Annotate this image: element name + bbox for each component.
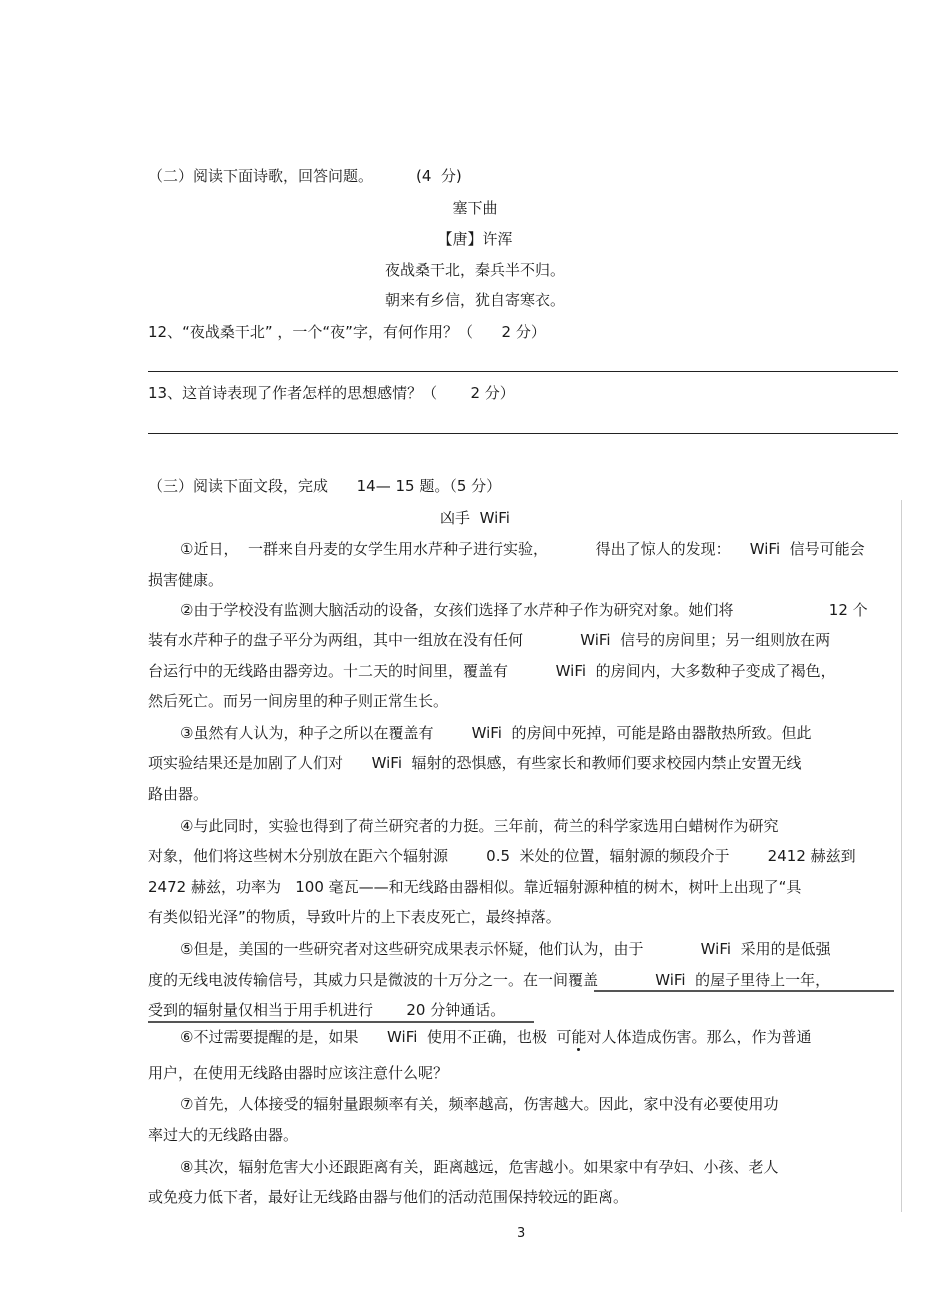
poem-author: 【唐】许浑 bbox=[437, 230, 513, 248]
article-line: ⑧其次，辐射危害大小还跟距离有关，距离越远，危害越小。如果家中有孕妇、小孩、老人 bbox=[180, 1158, 779, 1176]
article-line: ①近日， 一群来自丹麦的女学生用水芹种子进行实验， 得出了惊人的发现： WiFi 信号可能会 bbox=[180, 540, 865, 558]
article-line: ⑦首先，人体接受的辐射量跟频率有关，频率越高，伤害越大。因此，家中没有必要使用功 bbox=[180, 1095, 779, 1113]
article-line: 项实验结果还是加剧了人们对 WiFi 辐射的恐惧感，有些家长和教师们要求校园内禁止安置无线 bbox=[148, 754, 802, 772]
section-2-heading: （二）阅读下面诗歌，回答问题。 bbox=[148, 167, 374, 185]
article-line: 损害健康。 bbox=[148, 571, 224, 589]
article-line: 路由器。 bbox=[148, 785, 209, 803]
answer-line-13[interactable] bbox=[148, 433, 898, 434]
poem-title: 塞下曲 bbox=[452, 199, 498, 217]
article-title: 凶手 WiFi bbox=[440, 509, 510, 527]
page-number: 3 bbox=[517, 1226, 526, 1241]
article-line: 率过大的无线路由器。 bbox=[148, 1126, 299, 1144]
poem-line-2: 朝来有乡信，犹自寄寒衣。 bbox=[384, 291, 565, 309]
underline-mark bbox=[148, 1021, 534, 1023]
section-2-points: (4 分) bbox=[416, 167, 462, 185]
article-line: 受到的辐射量仅相当于用手机进行 20 分钟通话。 bbox=[148, 1001, 506, 1019]
article-line: ④与此同时，实验也得到了荷兰研究者的力挺。三年前，荷兰的科学家选用白蜡树作为研究 bbox=[180, 817, 779, 835]
poem-line-1: 夜战桑干北，秦兵半不归。 bbox=[384, 261, 565, 279]
article-line: 或免疫力低下者，最好让无线路由器与他们的活动范围保持较远的距离。 bbox=[148, 1188, 629, 1206]
article-line: ⑤但是，美国的一些研究者对这些研究成果表示怀疑，他们认为，由于 WiFi 采用的是低强 bbox=[180, 940, 831, 958]
article-line: ③虽然有人认为，种子之所以在覆盖有 WiFi 的房间中死掉，可能是路由器散热所致。但此 bbox=[180, 724, 812, 742]
article-line: 对象，他们将这些树木分别放在距六个辐射源 0.5 米处的位置，辐射源的频段介于 2412 赫兹到 bbox=[148, 847, 856, 865]
underline-mark bbox=[594, 990, 894, 992]
question-12: 12、“夜战桑干北” ，一个“夜”字，有何作用？（ 2 分） bbox=[148, 323, 546, 341]
article-line: 台运行中的无线路由器旁边。十二天的时间里，覆盖有 WiFi 的房间内，大多数种子变成了褐色， bbox=[148, 662, 836, 680]
article-line: 用户，在使用无线路由器时应该注意什么呢？ bbox=[148, 1064, 449, 1082]
article-line: 装有水芹种子的盘子平分为两组，其中一组放在没有任何 WiFi 信号的房间里；另一组则放在两 bbox=[148, 631, 831, 649]
article-line: 有类似铅光泽”的物质，导致叶片的上下表皮死亡，最终掉落。 bbox=[148, 908, 561, 926]
margin-divider bbox=[901, 500, 902, 1212]
article-line: ②由于学校没有监测大脑活动的设备，女孩们选择了水芹种子作为研究对象。她们将 12 个 bbox=[180, 601, 868, 619]
answer-line-12[interactable] bbox=[148, 371, 898, 372]
question-13: 13、这首诗表现了作者怎样的思想感情？（ 2 分） bbox=[148, 384, 515, 402]
article-line: 然后死亡。而另一间房里的种子则正常生长。 bbox=[148, 692, 449, 710]
section-3-heading: （三）阅读下面文段，完成 14— 15 题。（5 分） bbox=[148, 477, 502, 495]
emphasis-dot bbox=[577, 1048, 580, 1051]
article-line: 2472 赫兹，功率为 100 毫瓦——和无线路由器相似。靠近辐射源种植的树木，树叶上出现了“具 bbox=[148, 878, 802, 896]
article-line: 度的无线电波传输信号，其威力只是微波的十万分之一。在一间覆盖 WiFi 的屋子里待上一年， bbox=[148, 971, 831, 989]
article-line: ⑥不过需要提醒的是，如果 WiFi 使用不正确，也极 可能对人体造成伤害。那么，作为普通 bbox=[180, 1028, 812, 1046]
